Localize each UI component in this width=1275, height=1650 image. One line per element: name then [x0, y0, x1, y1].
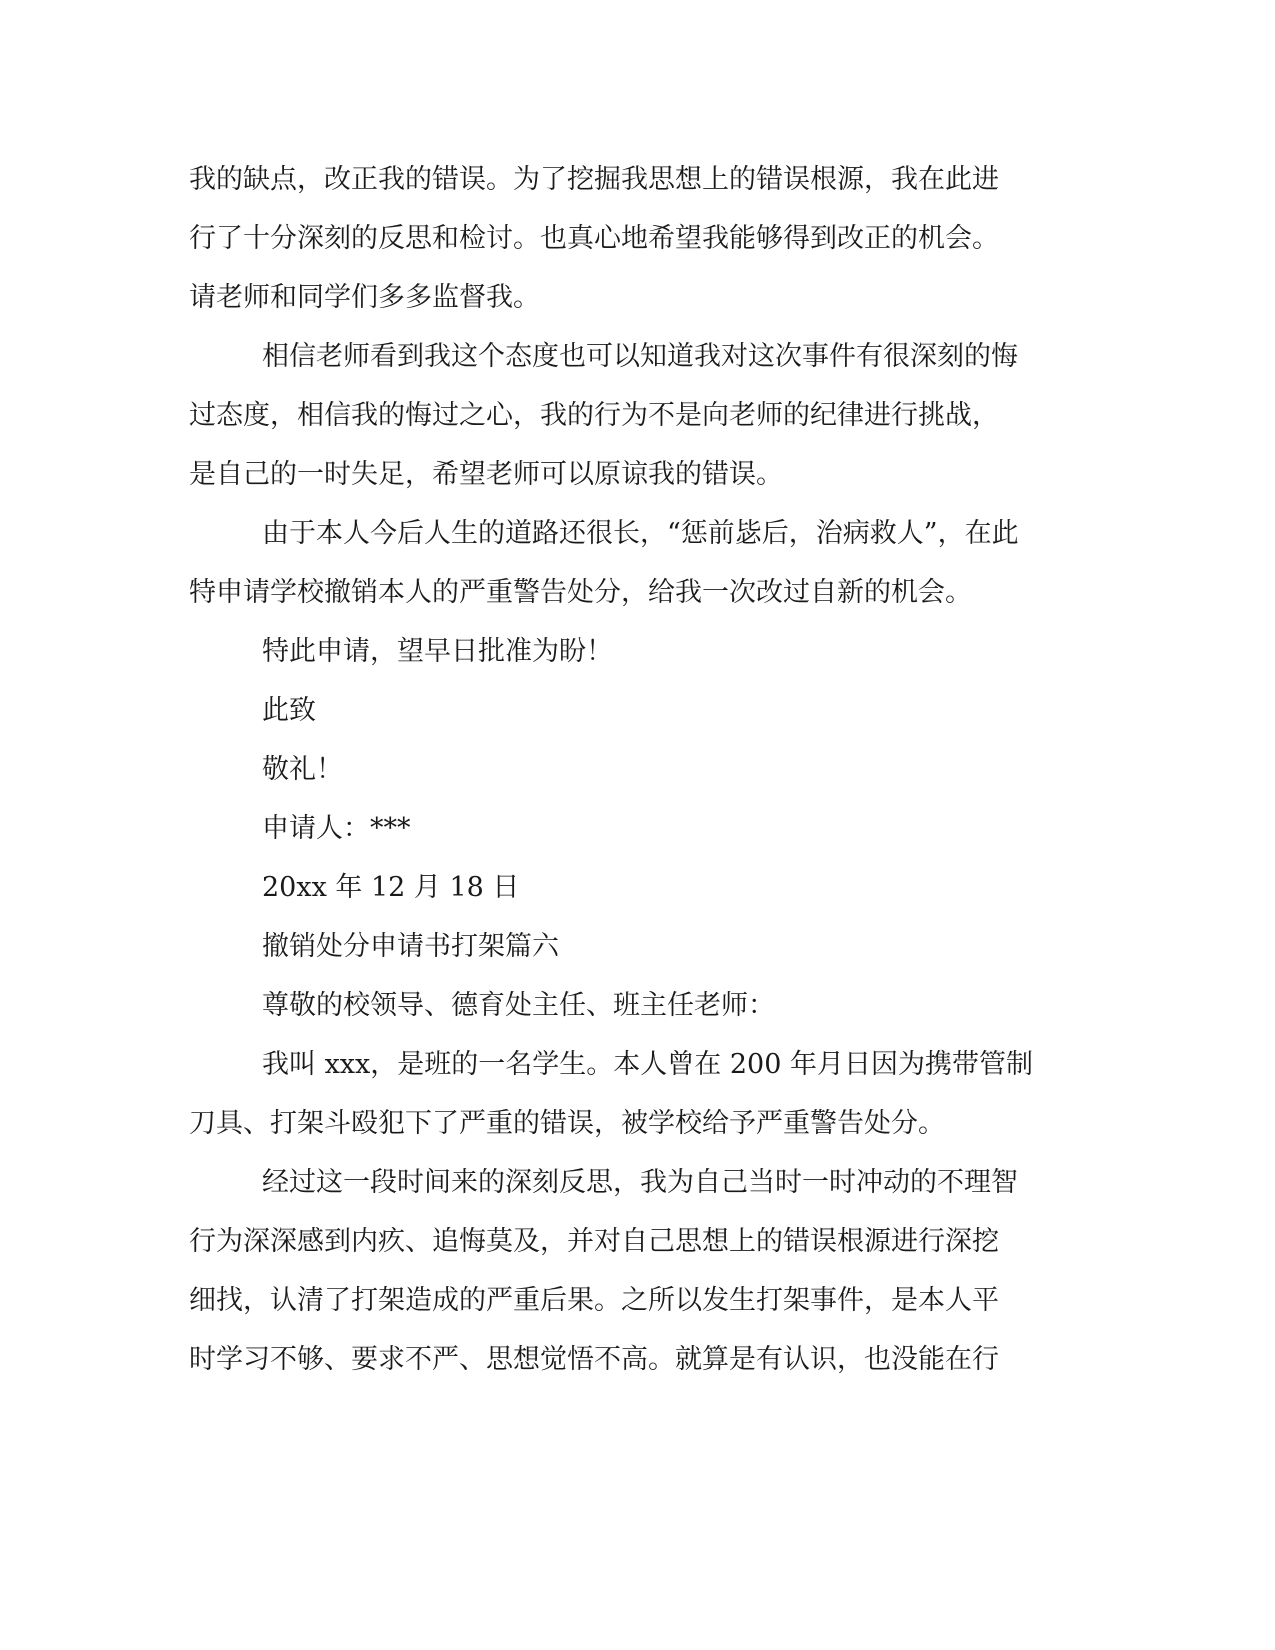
- paragraph-2-line-1: 相信老师看到我这个态度也可以知道我对这次事件有很深刻的悔: [262, 341, 1018, 372]
- salutation-jingli: 敬礼！: [262, 754, 343, 785]
- date-line: 20xx 年 12 月 18 日: [262, 872, 520, 903]
- paragraph-4-line-2: 刀具、打架斗殴犯下了严重的错误，被学校给予严重警告处分。: [189, 1108, 945, 1139]
- applicant-line: 申请人：***: [262, 813, 411, 844]
- paragraph-4-line-1: 我叫 xxx，是班的一名学生。本人曾在 200 年月日因为携带管制: [262, 1049, 1033, 1080]
- paragraph-5-line-4: 时学习不够、要求不严、思想觉悟不高。就算是有认识，也没能在行: [189, 1344, 999, 1375]
- salutation-cizhi: 此致: [262, 695, 316, 726]
- paragraph-2-line-2: 过态度，相信我的悔过之心，我的行为不是向老师的纪律进行挑战，: [189, 400, 999, 431]
- paragraph-5-line-3: 细找，认清了打架造成的严重后果。之所以发生打架事件，是本人平: [189, 1285, 999, 1316]
- paragraph-3-line-2: 特申请学校撤销本人的严重警告处分，给我一次改过自新的机会。: [189, 577, 972, 608]
- greeting-line: 尊敬的校领导、德育处主任、班主任老师：: [262, 990, 775, 1021]
- paragraph-1-line-2: 行了十分深刻的反思和检讨。也真心地希望我能够得到改正的机会。: [189, 223, 999, 254]
- paragraph-1-line-1: 我的缺点，改正我的错误。为了挖掘我思想上的错误根源，我在此进: [189, 164, 999, 195]
- section-title: 撤销处分申请书打架篇六: [262, 931, 559, 962]
- closing-request: 特此申请，望早日批准为盼！: [262, 636, 613, 667]
- paragraph-3-line-1: 由于本人今后人生的道路还很长，“惩前毖后，治病救人”，在此: [262, 518, 1019, 549]
- paragraph-5-line-1: 经过这一段时间来的深刻反思，我为自己当时一时冲动的不理智: [262, 1167, 1018, 1198]
- paragraph-2-line-3: 是自己的一时失足，希望老师可以原谅我的错误。: [189, 459, 783, 490]
- paragraph-5-line-2: 行为深深感到内疚、追悔莫及，并对自己思想上的错误根源进行深挖: [189, 1226, 999, 1257]
- paragraph-1-line-3: 请老师和同学们多多监督我。: [189, 282, 540, 313]
